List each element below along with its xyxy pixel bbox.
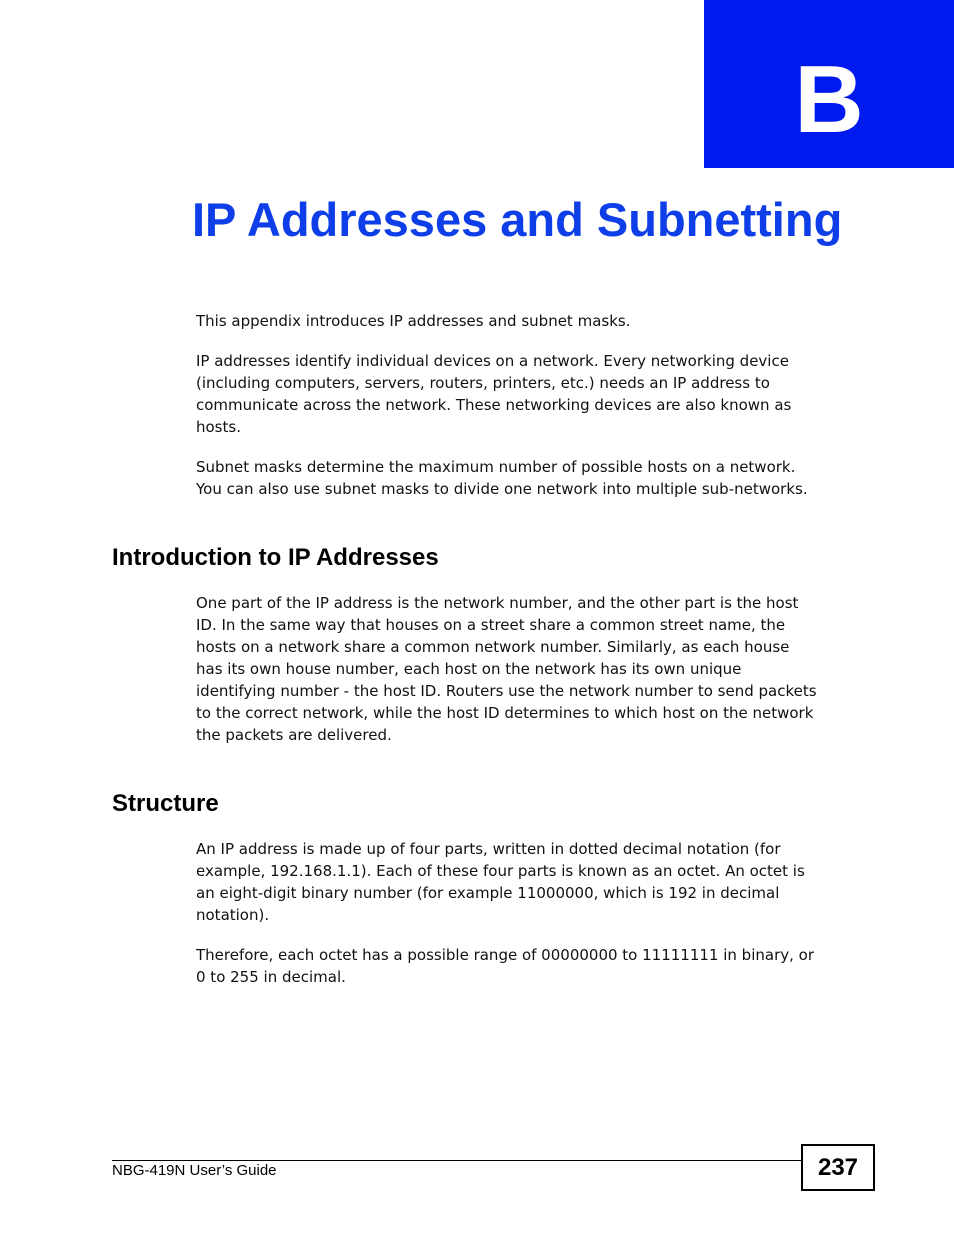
section-heading-structure: Structure <box>112 790 219 817</box>
appendix-badge <box>704 0 954 168</box>
page-number: 237 <box>801 1144 875 1191</box>
footer-divider <box>112 1160 802 1161</box>
section-paragraph: An IP address is made up of four parts, written in dotted decimal notation (for example, 192.168.1.1). Each of these four parts is known as an octet. An octet is an eight-digit binary number (for example 11000000, which is 192 in decimal notation). <box>196 840 805 924</box>
intro-paragraph-1: This appendix introduces IP addresses and subnet masks. <box>196 312 631 330</box>
intro-paragraph-3: Subnet masks determine the maximum number of possible hosts on a network. You can also use subnet masks to divide one network into multiple sub-networks. <box>196 458 808 498</box>
footer-guide-name: NBG-419N User’s Guide <box>112 1162 277 1179</box>
section-heading-intro-ip: Introduction to IP Addresses <box>112 544 439 571</box>
section-paragraph: Therefore, each octet has a possible range of 00000000 to 11111111 in binary, or 0 to 255 in decimal. <box>196 946 814 986</box>
intro-paragraph-2: IP addresses identify individual devices on a network. Every networking device (including computers, servers, routers, printers, etc.) needs an IP address to communicate across the network. These networking devices are also known as hosts. <box>196 352 792 436</box>
appendix-letter: B <box>794 46 864 153</box>
chapter-title: IP Addresses and Subnetting <box>192 193 843 246</box>
section-paragraph: One part of the IP address is the network number, and the other part is the host ID. In the same way that houses on a street share a common street name, the hosts on a network share a common network number. Similarly, as each house has its own house number, each host on the network has its own unique identifying number - the host ID. Routers use the network number to send packets to the correct network, while the host ID determines to which host on the network the packets are delivered. <box>196 594 817 744</box>
